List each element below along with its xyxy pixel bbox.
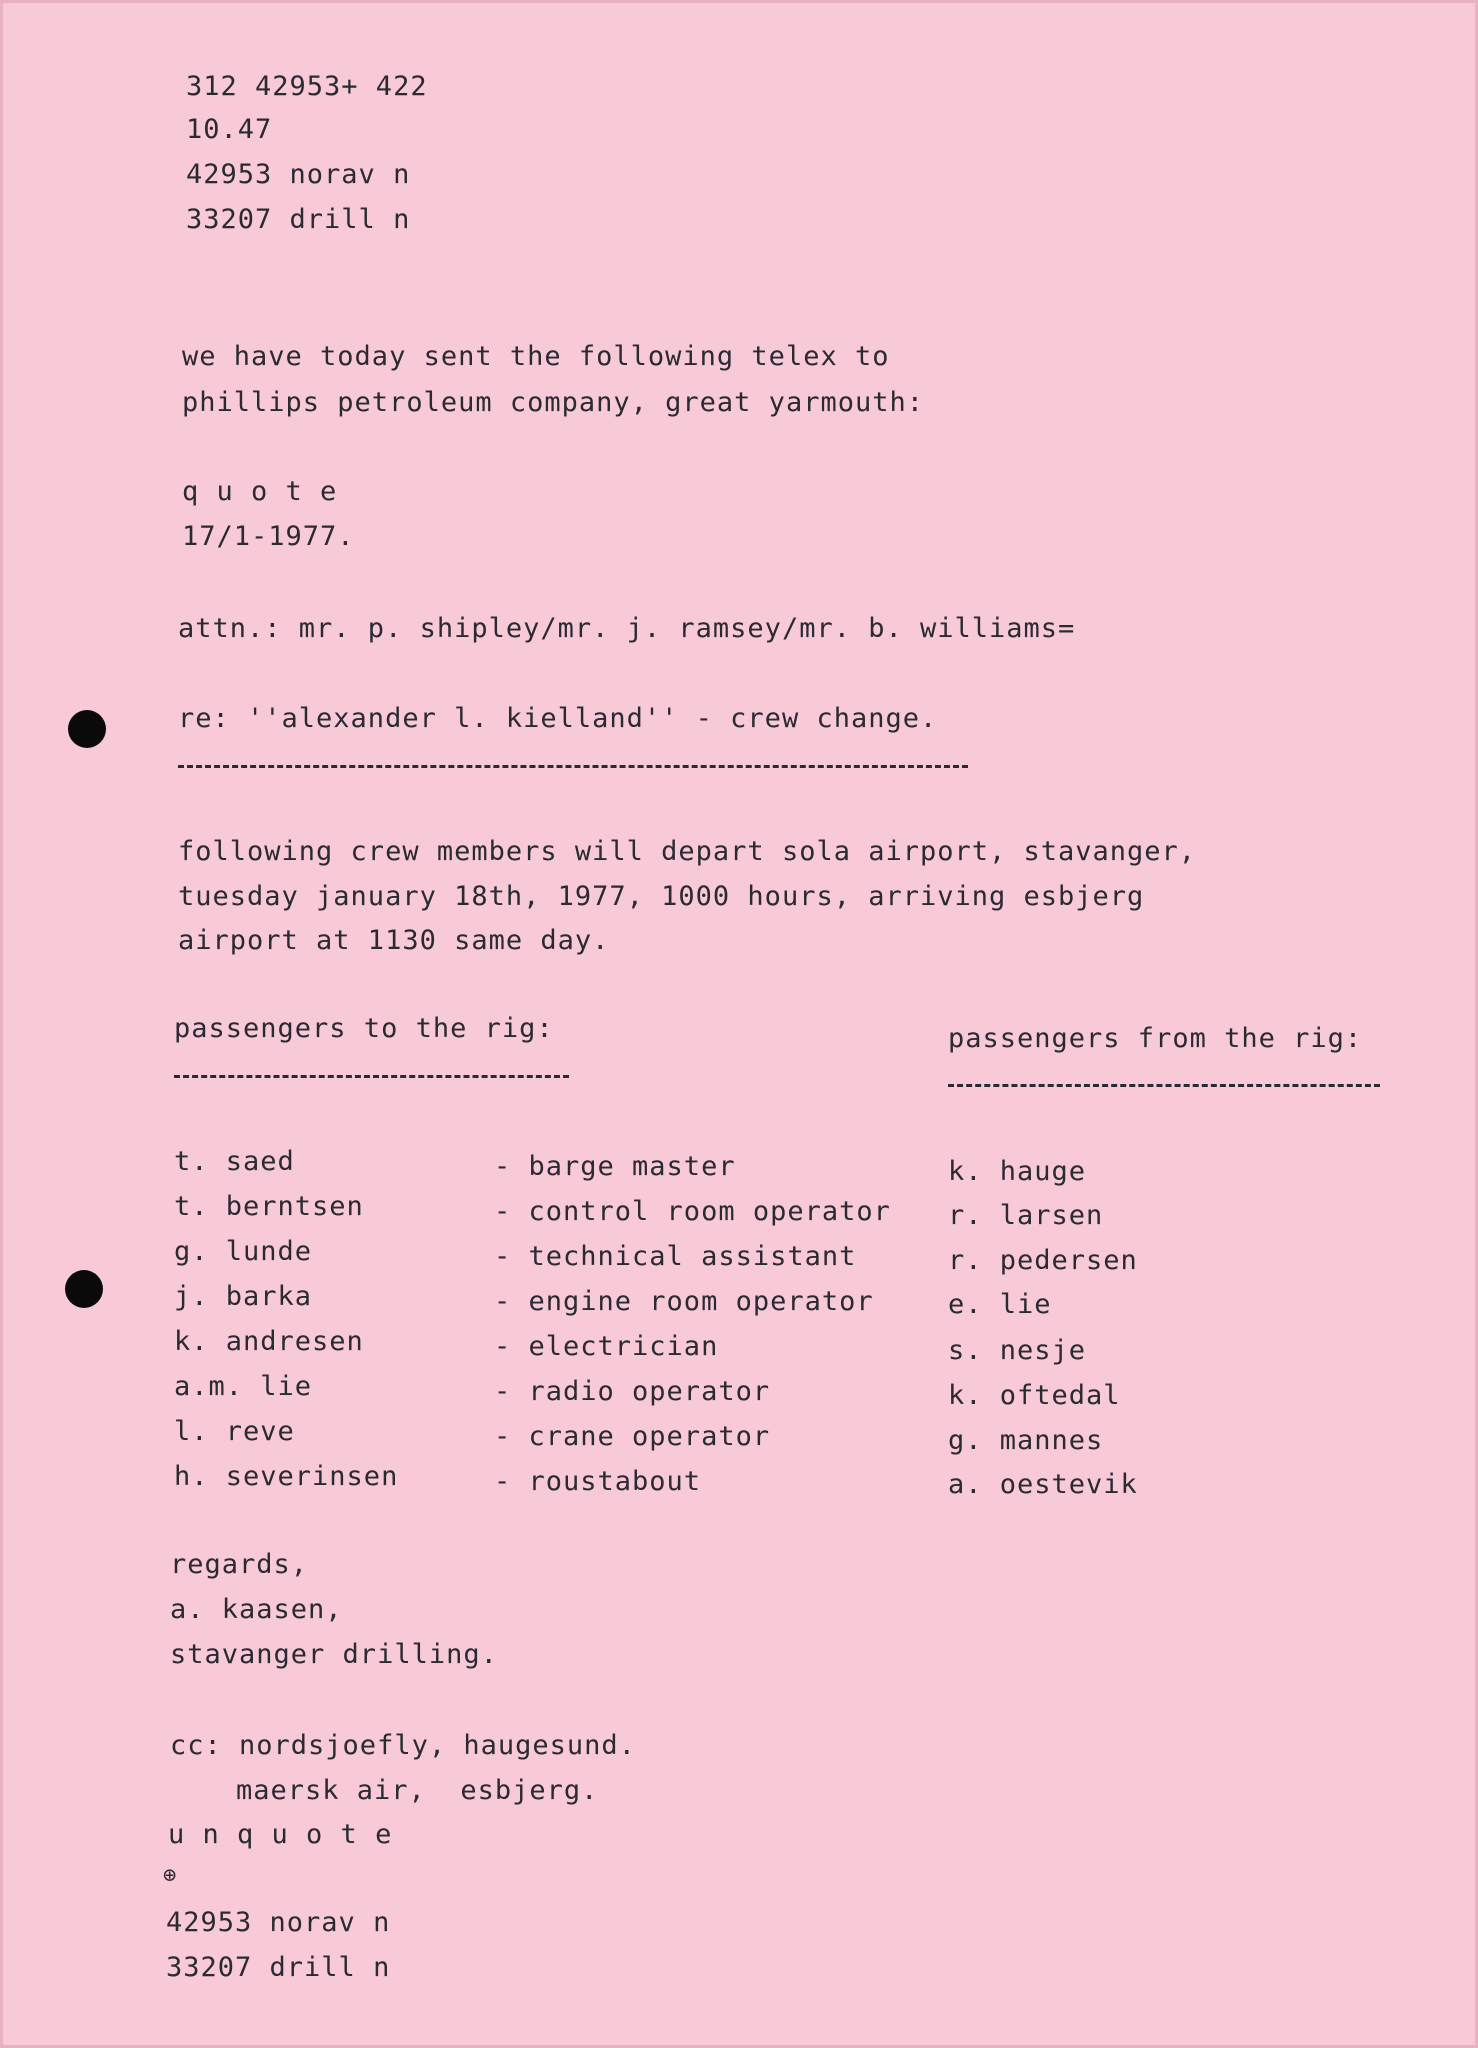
to-rig-role: - engine room operator [494,1286,874,1317]
cc-line-1: cc: nordsjoefly, haugesund. [170,1730,636,1761]
to-rig-role: - electrician [494,1331,719,1362]
sender-company: stavanger drilling. [170,1639,498,1670]
to-rig-name: h. severinsen [174,1461,399,1492]
attn-line: attn.: mr. p. shipley/mr. j. ramsey/mr. b. williams= [178,613,1076,644]
from-rig-heading: passengers from the rig: [948,1023,1363,1054]
quote-date: 17/1-1977. [182,521,355,552]
from-rig-name: k. oftedal [948,1380,1121,1411]
from-rig-name: k. hauge [948,1156,1087,1187]
cc-line-2: maersk air, esbjerg. [236,1775,599,1806]
to-rig-heading: passengers to the rig: [174,1013,554,1044]
from-rig-name: s. nesje [948,1335,1087,1366]
header-line-1: 312 42953+ 422 [186,71,428,102]
footer-line-1: 42953 norav n [166,1907,391,1938]
to-rig-role: - crane operator [494,1421,771,1452]
from-rig-name: g. mannes [948,1425,1104,1456]
to-rig-name: g. lunde [174,1236,313,1267]
from-rig-name: r. pedersen [948,1245,1138,1276]
to-rig-name: t. saed [174,1146,295,1177]
from-rig-name: a. oestevik [948,1469,1138,1500]
regards: regards, [170,1549,309,1580]
body-line-2: tuesday january 18th, 1977, 1000 hours, arriving esbjerg [178,881,1145,912]
to-rig-name: l. reve [174,1416,295,1447]
from-rig-underline [948,1084,1380,1087]
re-underline [178,765,968,768]
punch-hole-top [68,710,106,748]
unquote: u n q u o t e [168,1819,393,1850]
re-line: re: ''alexander l. kielland'' - crew change. [178,703,938,734]
body-line-1: following crew members will depart sola airport, stavanger, [178,836,1197,867]
quote-open: q u o t e [182,476,338,507]
to-rig-underline [174,1075,569,1078]
sender-name: a. kaasen, [170,1594,343,1625]
punch-hole-bottom [65,1270,103,1308]
intro-line-2: phillips petroleum company, great yarmouth: [182,387,924,418]
to-rig-role: - barge master [494,1151,736,1182]
to-rig-role: - radio operator [494,1376,771,1407]
to-rig-role: - technical assistant [494,1241,857,1272]
to-rig-name: j. barka [174,1281,313,1312]
header-line-3: 42953 norav n [186,159,411,190]
footer-line-2: 33207 drill n [166,1952,391,1983]
to-rig-name: a.m. lie [174,1371,313,1402]
to-rig-name: k. andresen [174,1326,364,1357]
to-rig-role: - control room operator [494,1196,891,1227]
body-line-3: airport at 1130 same day. [178,925,610,956]
from-rig-name: r. larsen [948,1200,1104,1231]
header-line-2: 10.47 [186,114,273,145]
intro-line-1: we have today sent the following telex to [182,341,890,372]
from-rig-name: e. lie [948,1289,1052,1320]
end-symbol: ⊕ [163,1863,177,1888]
to-rig-role: - roustabout [494,1466,702,1497]
header-line-4: 33207 drill n [186,204,411,235]
to-rig-name: t. berntsen [174,1191,364,1222]
